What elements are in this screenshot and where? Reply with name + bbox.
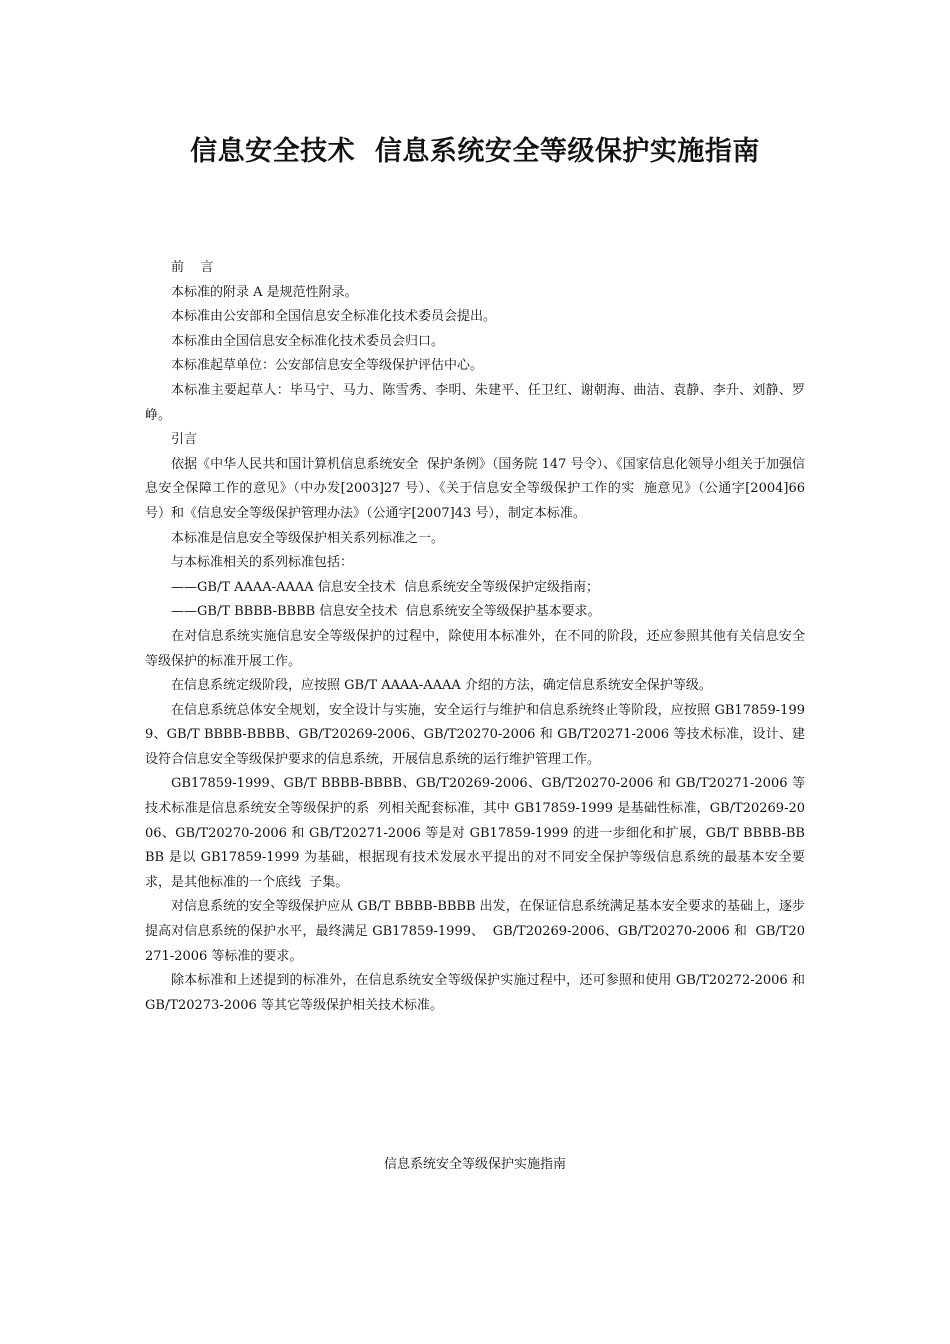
paragraph: 在对信息系统实施信息安全等级保护的过程中，除使用本标准外，在不同的阶段，还应参照其他有关信息安全等级保护的标准开展工作。 (145, 628, 805, 669)
paragraph: 本标准的附录 A 是规范性附录。 (171, 284, 358, 300)
document-body (145, 256, 810, 1018)
paragraph: 依据《中华人民共和国计算机信息系统安全 保护条例》（国务院 147 号令）、《国家信息化领导小组关于加强信息安全保障工作的意见》（中办发[2003]27 号）、《关于信息安全等级保护工作的实 施意见》（公通字[2004]66 号）和《信息安全等级保护管理办法》（公通字[2007]43 号），制定本标准。 (145, 456, 810, 521)
paragraph: GB17859-1999、GB/T BBBB-BBBB、GB/T20269-2006、GB/T20270-2006 和 GB/T20271-2006 等技术标准是信息系统安全等级保护的系 列相关配套标准，其中 GB17859-1999 是基础性标准，GB/T20269-2006、GB/T20270-2006 和 GB/T20271-2006 等是对 GB17859-1999 的进一步细化和扩展，GB/T BBBB-BBBB 是以 GB17859-1999 为基础，根据现有技术发展水平提出的对不同安全保护等级信息系统的最基本安全要求，是其他标准的一个底线 子集。 (145, 776, 805, 890)
introduction-heading: 引言 (171, 432, 198, 448)
page-footer: 信息系统安全等级保护实施指南 (383, 1157, 566, 1172)
paragraph: 对信息系统的安全等级保护应从 GB/T BBBB-BBBB 出发，在保证信息系统满足基本安全要求的基础上，逐步提高对信息系统的保护水平，最终满足 GB17859-1999、 GB/T20269-2006、GB/T20270-2006 和 GB/T20271-2006 等标准的要求。 (145, 899, 805, 964)
page-title: 信息安全技术 信息系统安全等级保护实施指南 (190, 136, 760, 167)
paragraph: 本标准由公安部和全国信息安全标准化技术委员会提出。 (171, 309, 497, 325)
paragraph: 在信息系统总体安全规划，安全设计与实施，安全运行与维护和信息系统终止等阶段，应按照 GB17859-1999、GB/T BBBB-BBBB、GB/T20269-2006、GB/T20270-2006 和 GB/T20271-2006 等技术标准，设计、建设符合信息安全等级保护要求的信息系统，开展信息系统的运行维护管理工作。 (145, 702, 805, 767)
paragraph: 本标准主要起草人：毕马宁、马力、陈雪秀、李明、朱建平、任卫红、谢朝海、曲洁、袁静、李升、刘静、罗峥。 (145, 382, 805, 423)
paragraph: 在信息系统定级阶段，应按照 GB/T AAAA-AAAA 介绍的方法，确定信息系统安全保护等级。 (171, 678, 712, 694)
list-item: ——GB/T AAAA-AAAA 信息安全技术 信息系统安全等级保护定级指南； (171, 579, 600, 595)
paragraph: 本标准是信息安全等级保护相关系列标准之一。 (171, 530, 445, 546)
paragraph: 本标准起草单位：公安部信息安全等级保护评估中心。 (171, 358, 484, 374)
paragraph: 本标准由全国信息安全标准化技术委员会归口。 (171, 333, 445, 349)
paragraph: 与本标准相关的系列标准包括： (171, 555, 354, 571)
list-item: ——GB/T BBBB-BBBB 信息安全技术 信息系统安全等级保护基本要求。 (171, 604, 601, 620)
foreword-heading: 前 言 (171, 260, 214, 275)
paragraph: 除本标准和上述提到的标准外，在信息系统安全等级保护实施过程中，还可参照和使用 GB/T20272-2006 和 GB/T20273-2006 等其它等级保护相关技术标准。 (145, 973, 810, 1013)
